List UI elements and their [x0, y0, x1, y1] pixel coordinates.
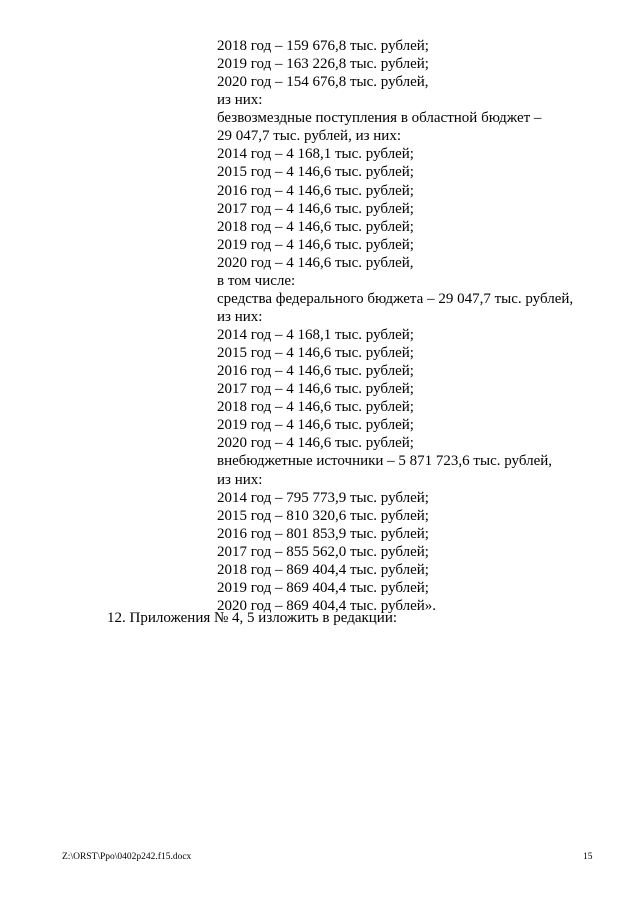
text-line: 2015 год – 4 146,6 тыс. рублей;	[217, 164, 414, 181]
text-line: 2019 год – 4 146,6 тыс. рублей;	[217, 417, 414, 434]
text-line: 2018 год – 159 676,8 тыс. рублей;	[217, 38, 429, 54]
text-line: 2020 год – 154 676,8 тыс. рублей,	[217, 74, 429, 91]
text-line: 2018 год – 4 146,6 тыс. рублей;	[217, 399, 414, 416]
text-line: 2017 год – 4 146,6 тыс. рублей;	[217, 200, 414, 217]
paragraph-item-12: 12. Приложения № 4, 5 изложить в редакции:	[107, 610, 398, 626]
text-line: безвозмездные поступления в областной бюджет –	[217, 110, 542, 127]
funding-text-block	[217, 37, 573, 615]
text-line: 2016 год – 801 853,9 тыс. рублей;	[217, 525, 429, 542]
text-line: 2015 год – 4 146,6 тыс. рублей;	[217, 345, 414, 362]
text-line: 2016 год – 4 146,6 тыс. рублей;	[217, 182, 414, 199]
text-line: 2016 год – 4 146,6 тыс. рублей;	[217, 363, 414, 380]
text-line: 2020 год – 869 404,4 тыс. рублей».	[217, 597, 437, 614]
page-number: 15	[583, 852, 593, 862]
text-line: 2017 год – 4 146,6 тыс. рублей;	[217, 381, 414, 398]
text-line: 2019 год – 869 404,4 тыс. рублей;	[217, 579, 429, 596]
text-line: 2017 год – 855 562,0 тыс. рублей;	[217, 543, 429, 560]
text-line: 2014 год – 4 168,1 тыс. рублей;	[217, 327, 414, 343]
text-line: из них:	[217, 471, 263, 488]
text-line: из них:	[217, 308, 263, 325]
text-line: 2018 год – 4 146,6 тыс. рублей;	[217, 218, 414, 235]
text-line: в том числе:	[217, 272, 296, 289]
text-line: 2018 год – 869 404,4 тыс. рублей;	[217, 561, 429, 578]
text-line: внебюджетные источники – 5 871 723,6 тыс. рублей,	[217, 453, 553, 470]
text-line: 2019 год – 163 226,8 тыс. рублей;	[217, 56, 429, 73]
text-line: из них:	[217, 92, 263, 109]
text-line: 2014 год – 4 168,1 тыс. рублей;	[217, 146, 414, 163]
text-line: средства федерального бюджета – 29 047,7 тыс. рублей,	[217, 290, 574, 307]
text-line: 2020 год – 4 146,6 тыс. рублей;	[217, 435, 414, 452]
text-line: 29 047,7 тыс. рублей, из них:	[217, 128, 401, 145]
text-line: 2014 год – 795 773,9 тыс. рублей;	[217, 489, 429, 506]
text-line: 2019 год – 4 146,6 тыс. рублей;	[217, 236, 414, 253]
footer-file-path: Z:\ORST\Ppo\0402p242.f15.docx	[62, 852, 192, 862]
text-line: 2015 год – 810 320,6 тыс. рублей;	[217, 507, 429, 524]
text-line: 2020 год – 4 146,6 тыс. рублей,	[217, 254, 414, 271]
